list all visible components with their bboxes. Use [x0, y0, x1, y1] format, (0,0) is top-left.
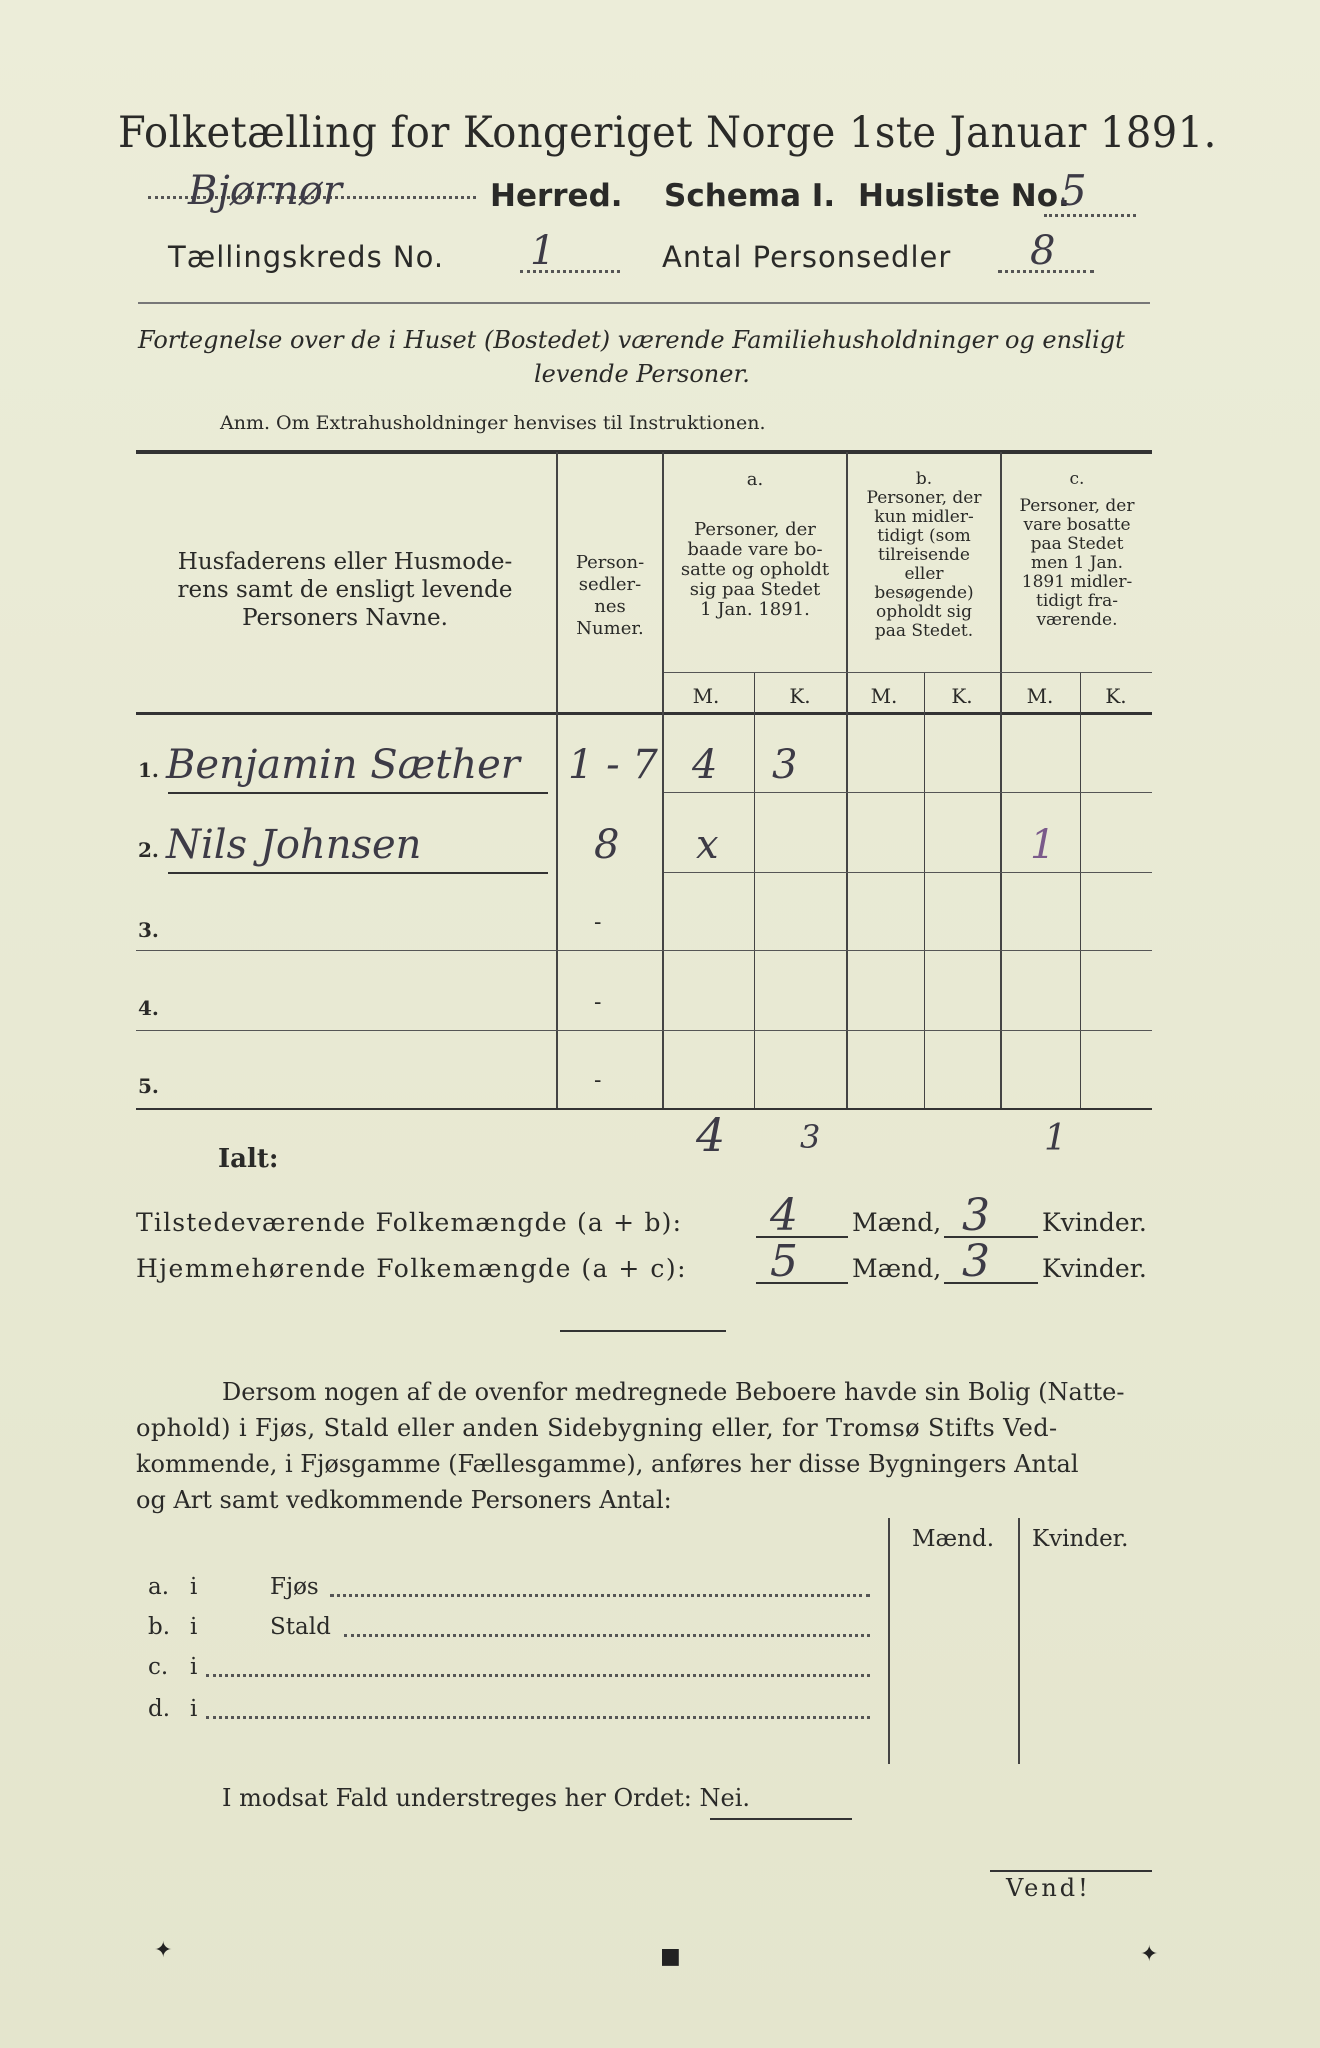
col-head-names: Husfaderens eller Husmode- rens samt de ensligt levende Personers Navne.	[177, 549, 513, 631]
outbuildings-p1: Dersom nogen af de ovenfor medregnede Beboere havde sin Bolig (Natte-	[222, 1378, 1125, 1406]
outb-d-letter: d.	[148, 1696, 171, 1722]
row2-c-m: 1	[1030, 822, 1056, 868]
ialt-a-m: 4	[696, 1108, 726, 1162]
binding-mark-center-icon: ■	[660, 1944, 681, 1969]
header-separator	[138, 302, 1150, 304]
row4-line	[136, 1030, 1152, 1031]
divider-b-mk	[924, 672, 925, 1108]
ialt-c-m: 1	[1044, 1118, 1067, 1159]
table-bottom-rule	[136, 1108, 1152, 1110]
row2-name: Nils Johnsen	[166, 822, 422, 868]
outb-b-i: i	[190, 1614, 198, 1640]
outb-a-label: Fjøs	[270, 1574, 319, 1600]
tilstede-k: 3	[962, 1190, 990, 1241]
outb-a-i: i	[190, 1574, 198, 1600]
ialt-label: Ialt:	[218, 1144, 279, 1174]
hjemme-k: 3	[962, 1236, 990, 1287]
intro-line-2: levende Personer.	[534, 360, 750, 388]
husliste-number: 5	[1060, 166, 1087, 215]
tilstede-maend: Mænd,	[852, 1208, 942, 1237]
col-head-c: c. Personer, der vare bosatte paa Stedet men 1 Jan. 1891 midler- tidigt fra- værende.	[1019, 469, 1135, 630]
outb-maend-head: Mænd.	[912, 1526, 995, 1552]
outb-divider-2	[1018, 1518, 1020, 1764]
binding-mark-left-icon: ✦	[154, 1938, 173, 1963]
outb-divider-1	[888, 1518, 890, 1764]
herred-label: Herred.	[490, 178, 623, 214]
outbuildings-p4: og Art samt vedkommende Personers Antal:	[136, 1486, 672, 1514]
row1-name-line	[168, 792, 548, 794]
divider-a-mk	[754, 672, 755, 1108]
outb-b-letter: b.	[148, 1614, 171, 1640]
hjemme-m: 5	[770, 1236, 798, 1287]
form-title: Folketælling for Kongeriget Norge 1ste Januar 1891.	[118, 108, 1217, 158]
divider-names	[556, 452, 558, 1108]
c-m-label: M.	[1026, 684, 1054, 708]
row1-name: Benjamin Sæther	[166, 742, 520, 788]
ialt-a-k: 3	[800, 1118, 821, 1156]
col-head-a: a. Personer, der baade vare bo- satte og opholdt sig paa Stedet 1 Jan. 1891.	[680, 469, 830, 620]
outbuildings-p2: ophold) i Fjøs, Stald eller anden Sidebygning eller, for Tromsø Stifts Ved-	[136, 1414, 1058, 1442]
row1-a-m: 4	[692, 742, 718, 788]
outb-c-letter: c.	[148, 1654, 169, 1680]
row1-a-k: 3	[772, 742, 798, 788]
tilstede-kvinder: Kvinder.	[1042, 1208, 1147, 1237]
hjemme-kvinder: Kvinder.	[1042, 1254, 1147, 1283]
hjemme-k-line	[944, 1282, 1038, 1284]
divider-c-mk	[1080, 672, 1081, 1108]
antal-label: Antal Personsedler	[662, 240, 952, 274]
b-m-label: M.	[870, 684, 898, 708]
binding-mark-right-icon: ✦	[1140, 1942, 1159, 1967]
nei-line: I modsat Fald understreges her Ordet: Nei.	[222, 1784, 751, 1812]
kreds-label: Tællingskreds No.	[168, 240, 445, 274]
row1-data-line	[664, 792, 1152, 793]
row2-number: 2.	[138, 838, 159, 862]
anm-note: Anm. Om Extrahusholdninger henvises til Instruktionen.	[220, 412, 766, 434]
intro-line-1: Fortegnelse over de i Huset (Bostedet) værende Familiehusholdninger og ensligt	[138, 326, 1125, 354]
herred-name: Bjørnør	[188, 168, 342, 214]
outb-c-i: i	[190, 1654, 198, 1680]
tilstede-k-line	[944, 1236, 1038, 1238]
row1-persnum: 1 - 7	[568, 742, 658, 788]
hjemme-label: Hjemmehørende Folkemængde (a + c):	[136, 1254, 687, 1283]
outb-kvinder-head: Kvinder.	[1032, 1526, 1129, 1552]
mk-subheader-rule	[664, 672, 1152, 673]
outb-b-label: Stald	[270, 1614, 331, 1640]
row2-data-line	[664, 872, 1152, 873]
outbuildings-p3: kommende, i Fjøsgamme (Fællesgamme), anføres her disse Bygningers Antal	[136, 1450, 1079, 1478]
row5-number: 5.	[138, 1074, 159, 1098]
vend-label: Vend!	[1006, 1874, 1091, 1902]
section-divider	[560, 1330, 726, 1332]
kreds-number: 1	[530, 228, 556, 274]
outb-c-dots	[206, 1674, 870, 1677]
tilstede-label: Tilstedeværende Folkemængde (a + b):	[136, 1208, 683, 1237]
row3-line	[136, 950, 1152, 951]
a-m-label: M.	[692, 684, 720, 708]
row1-number: 1.	[138, 758, 159, 782]
row4-number: 4.	[138, 996, 159, 1020]
b-k-label: K.	[951, 684, 973, 708]
row3-persnum: -	[594, 910, 602, 935]
row2-name-line	[168, 872, 548, 874]
schema-label: Schema I.	[664, 178, 836, 214]
a-k-label: K.	[789, 684, 811, 708]
row2-persnum: 8	[594, 822, 620, 868]
outb-d-i: i	[190, 1696, 198, 1722]
row2-a-m: x	[696, 822, 719, 868]
hjemme-maend: Mænd,	[852, 1254, 942, 1283]
husliste-label: Husliste No.	[858, 178, 1070, 214]
row5-persnum: -	[594, 1068, 602, 1093]
c-k-label: K.	[1105, 684, 1127, 708]
row3-number: 3.	[138, 918, 159, 942]
vend-rule	[990, 1870, 1152, 1872]
outb-a-letter: a.	[148, 1574, 170, 1600]
antal-number: 8	[1030, 228, 1056, 274]
outb-a-dots	[330, 1594, 870, 1597]
husliste-dotted-line	[1044, 214, 1136, 217]
col-head-b: b. Personer, der kun midler- tidigt (som tilreisende eller besøgende) opholdt sig paa Stedet.	[866, 469, 982, 641]
col-head-persnum: Person- sedler- nes Numer.	[575, 552, 645, 639]
outb-b-dots	[344, 1634, 870, 1637]
outb-d-dots	[206, 1716, 870, 1719]
tilstede-m: 4	[770, 1190, 798, 1241]
row4-persnum: -	[594, 990, 602, 1015]
nei-underline	[710, 1818, 852, 1820]
